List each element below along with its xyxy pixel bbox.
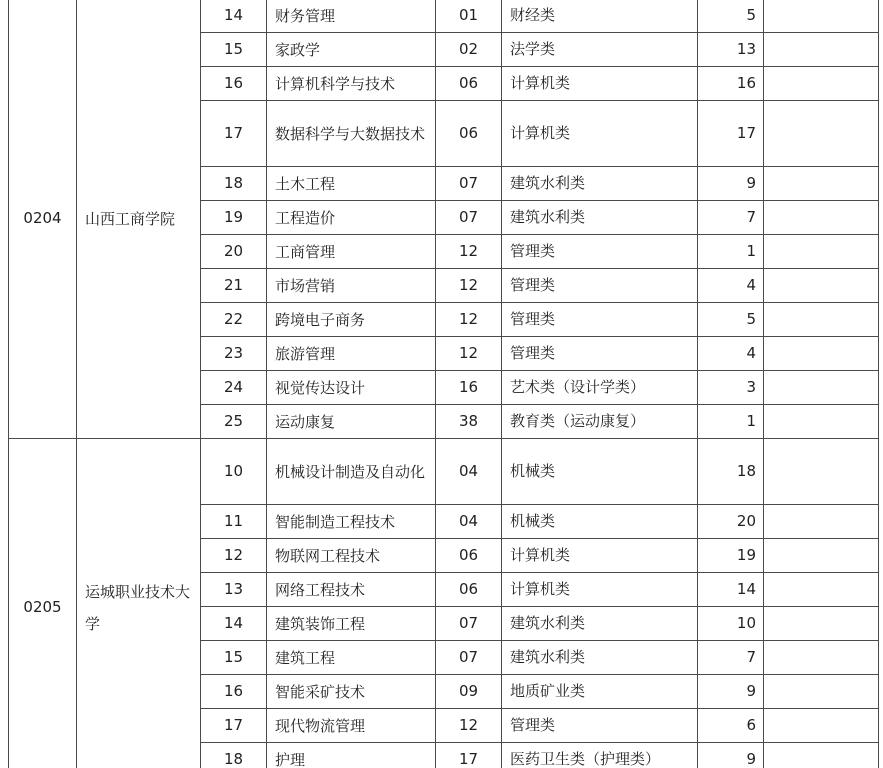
- category-code-cell: 07: [436, 607, 502, 641]
- table-row: [9, 0, 879, 33]
- category-code-cell: 07: [436, 641, 502, 675]
- major-name-cell: 工商管理: [267, 235, 436, 269]
- remarks-cell: [764, 0, 879, 33]
- category-name-cell: 管理类: [502, 709, 698, 743]
- plan-count-cell: 4: [698, 269, 764, 303]
- major-seq-cell: 11: [201, 505, 267, 539]
- major-name-cell: 跨境电子商务: [267, 303, 436, 337]
- major-seq-cell: 15: [201, 33, 267, 67]
- category-code-cell: 16: [436, 371, 502, 405]
- major-seq-cell: 21: [201, 269, 267, 303]
- plan-count-cell: 14: [698, 573, 764, 607]
- category-code-cell: 06: [436, 539, 502, 573]
- major-name-cell: 现代物流管理: [267, 709, 436, 743]
- remarks-cell: [764, 303, 879, 337]
- major-seq-cell: 18: [201, 743, 267, 768]
- major-name-cell: 护理: [267, 743, 436, 768]
- remarks-cell: [764, 67, 879, 101]
- plan-count-cell: 7: [698, 641, 764, 675]
- category-name-cell: 地质矿业类: [502, 675, 698, 709]
- category-name-cell: 建筑水利类: [502, 641, 698, 675]
- category-name-cell: 建筑水利类: [502, 201, 698, 235]
- major-seq-cell: 19: [201, 201, 267, 235]
- category-code-cell: 04: [436, 439, 502, 505]
- remarks-cell: [764, 709, 879, 743]
- major-name-cell: 运动康复: [267, 405, 436, 439]
- category-name-cell: 建筑水利类: [502, 607, 698, 641]
- major-name-cell: 财务管理: [267, 0, 436, 33]
- plan-count-cell: 9: [698, 167, 764, 201]
- plan-count-cell: 17: [698, 101, 764, 167]
- major-name-cell: 土木工程: [267, 167, 436, 201]
- remarks-cell: [764, 539, 879, 573]
- remarks-cell: [764, 675, 879, 709]
- category-code-cell: 12: [436, 709, 502, 743]
- major-name-cell: 市场营销: [267, 269, 436, 303]
- major-seq-cell: 17: [201, 709, 267, 743]
- remarks-cell: [764, 607, 879, 641]
- major-seq-cell: 25: [201, 405, 267, 439]
- category-code-cell: 06: [436, 101, 502, 167]
- school-name-cell: 运城职业技术大学: [77, 439, 201, 768]
- plan-count-cell: 18: [698, 439, 764, 505]
- category-name-cell: 管理类: [502, 269, 698, 303]
- remarks-cell: [764, 201, 879, 235]
- plan-count-cell: 10: [698, 607, 764, 641]
- remarks-cell: [764, 101, 879, 167]
- plan-count-cell: 9: [698, 675, 764, 709]
- major-name-cell: 工程造价: [267, 201, 436, 235]
- major-name-cell: 计算机科学与技术: [267, 67, 436, 101]
- major-seq-cell: 15: [201, 641, 267, 675]
- remarks-cell: [764, 743, 879, 768]
- category-name-cell: 建筑水利类: [502, 167, 698, 201]
- major-seq-cell: 13: [201, 573, 267, 607]
- remarks-cell: [764, 371, 879, 405]
- category-code-cell: 06: [436, 573, 502, 607]
- major-seq-cell: 24: [201, 371, 267, 405]
- category-code-cell: 09: [436, 675, 502, 709]
- major-name-cell: 机械设计制造及自动化: [267, 439, 436, 505]
- category-name-cell: 计算机类: [502, 101, 698, 167]
- plan-count-cell: 6: [698, 709, 764, 743]
- category-code-cell: 17: [436, 743, 502, 768]
- category-code-cell: 04: [436, 505, 502, 539]
- major-seq-cell: 22: [201, 303, 267, 337]
- remarks-cell: [764, 235, 879, 269]
- remarks-cell: [764, 405, 879, 439]
- category-name-cell: 管理类: [502, 337, 698, 371]
- major-seq-cell: 16: [201, 675, 267, 709]
- plan-count-cell: 5: [698, 0, 764, 33]
- category-code-cell: 12: [436, 337, 502, 371]
- major-name-cell: 智能采矿技术: [267, 675, 436, 709]
- plan-count-cell: 20: [698, 505, 764, 539]
- major-seq-cell: 14: [201, 0, 267, 33]
- remarks-cell: [764, 167, 879, 201]
- major-name-cell: 建筑工程: [267, 641, 436, 675]
- category-name-cell: 机械类: [502, 439, 698, 505]
- major-seq-cell: 20: [201, 235, 267, 269]
- plan-count-cell: 4: [698, 337, 764, 371]
- major-seq-cell: 14: [201, 607, 267, 641]
- major-name-cell: 旅游管理: [267, 337, 436, 371]
- enrollment-plan-table: [8, 0, 879, 768]
- plan-count-cell: 13: [698, 33, 764, 67]
- major-seq-cell: 12: [201, 539, 267, 573]
- plan-count-cell: 5: [698, 303, 764, 337]
- category-name-cell: 法学类: [502, 33, 698, 67]
- remarks-cell: [764, 573, 879, 607]
- plan-count-cell: 1: [698, 235, 764, 269]
- plan-count-cell: 16: [698, 67, 764, 101]
- category-name-cell: 计算机类: [502, 539, 698, 573]
- plan-count-cell: 19: [698, 539, 764, 573]
- category-name-cell: 管理类: [502, 303, 698, 337]
- remarks-cell: [764, 439, 879, 505]
- category-name-cell: 医药卫生类（护理类）: [502, 743, 698, 768]
- major-seq-cell: 18: [201, 167, 267, 201]
- major-name-cell: 建筑装饰工程: [267, 607, 436, 641]
- major-name-cell: 物联网工程技术: [267, 539, 436, 573]
- major-name-cell: 数据科学与大数据技术: [267, 101, 436, 167]
- major-seq-cell: 16: [201, 67, 267, 101]
- category-name-cell: 计算机类: [502, 573, 698, 607]
- remarks-cell: [764, 33, 879, 67]
- school-code-cell: 0204: [9, 0, 77, 439]
- plan-count-cell: 7: [698, 201, 764, 235]
- category-name-cell: 机械类: [502, 505, 698, 539]
- major-name-cell: 家政学: [267, 33, 436, 67]
- major-name-cell: 视觉传达设计: [267, 371, 436, 405]
- category-name-cell: 艺术类（设计学类）: [502, 371, 698, 405]
- category-code-cell: 12: [436, 235, 502, 269]
- category-name-cell: 财经类: [502, 0, 698, 33]
- major-name-cell: 网络工程技术: [267, 573, 436, 607]
- remarks-cell: [764, 337, 879, 371]
- remarks-cell: [764, 505, 879, 539]
- plan-count-cell: 3: [698, 371, 764, 405]
- category-code-cell: 06: [436, 67, 502, 101]
- school-code-cell: 0205: [9, 439, 77, 768]
- school-name-cell: 山西工商学院: [77, 0, 201, 439]
- remarks-cell: [764, 641, 879, 675]
- major-seq-cell: 23: [201, 337, 267, 371]
- category-code-cell: 38: [436, 405, 502, 439]
- plan-count-cell: 9: [698, 743, 764, 768]
- category-name-cell: 教育类（运动康复）: [502, 405, 698, 439]
- category-code-cell: 02: [436, 33, 502, 67]
- category-code-cell: 12: [436, 269, 502, 303]
- category-code-cell: 07: [436, 201, 502, 235]
- major-seq-cell: 17: [201, 101, 267, 167]
- category-code-cell: 12: [436, 303, 502, 337]
- category-name-cell: 计算机类: [502, 67, 698, 101]
- plan-count-cell: 1: [698, 405, 764, 439]
- remarks-cell: [764, 269, 879, 303]
- major-seq-cell: 10: [201, 439, 267, 505]
- category-code-cell: 01: [436, 0, 502, 33]
- major-name-cell: 智能制造工程技术: [267, 505, 436, 539]
- category-name-cell: 管理类: [502, 235, 698, 269]
- table-row: [9, 439, 879, 505]
- table-body: [9, 0, 879, 768]
- category-code-cell: 07: [436, 167, 502, 201]
